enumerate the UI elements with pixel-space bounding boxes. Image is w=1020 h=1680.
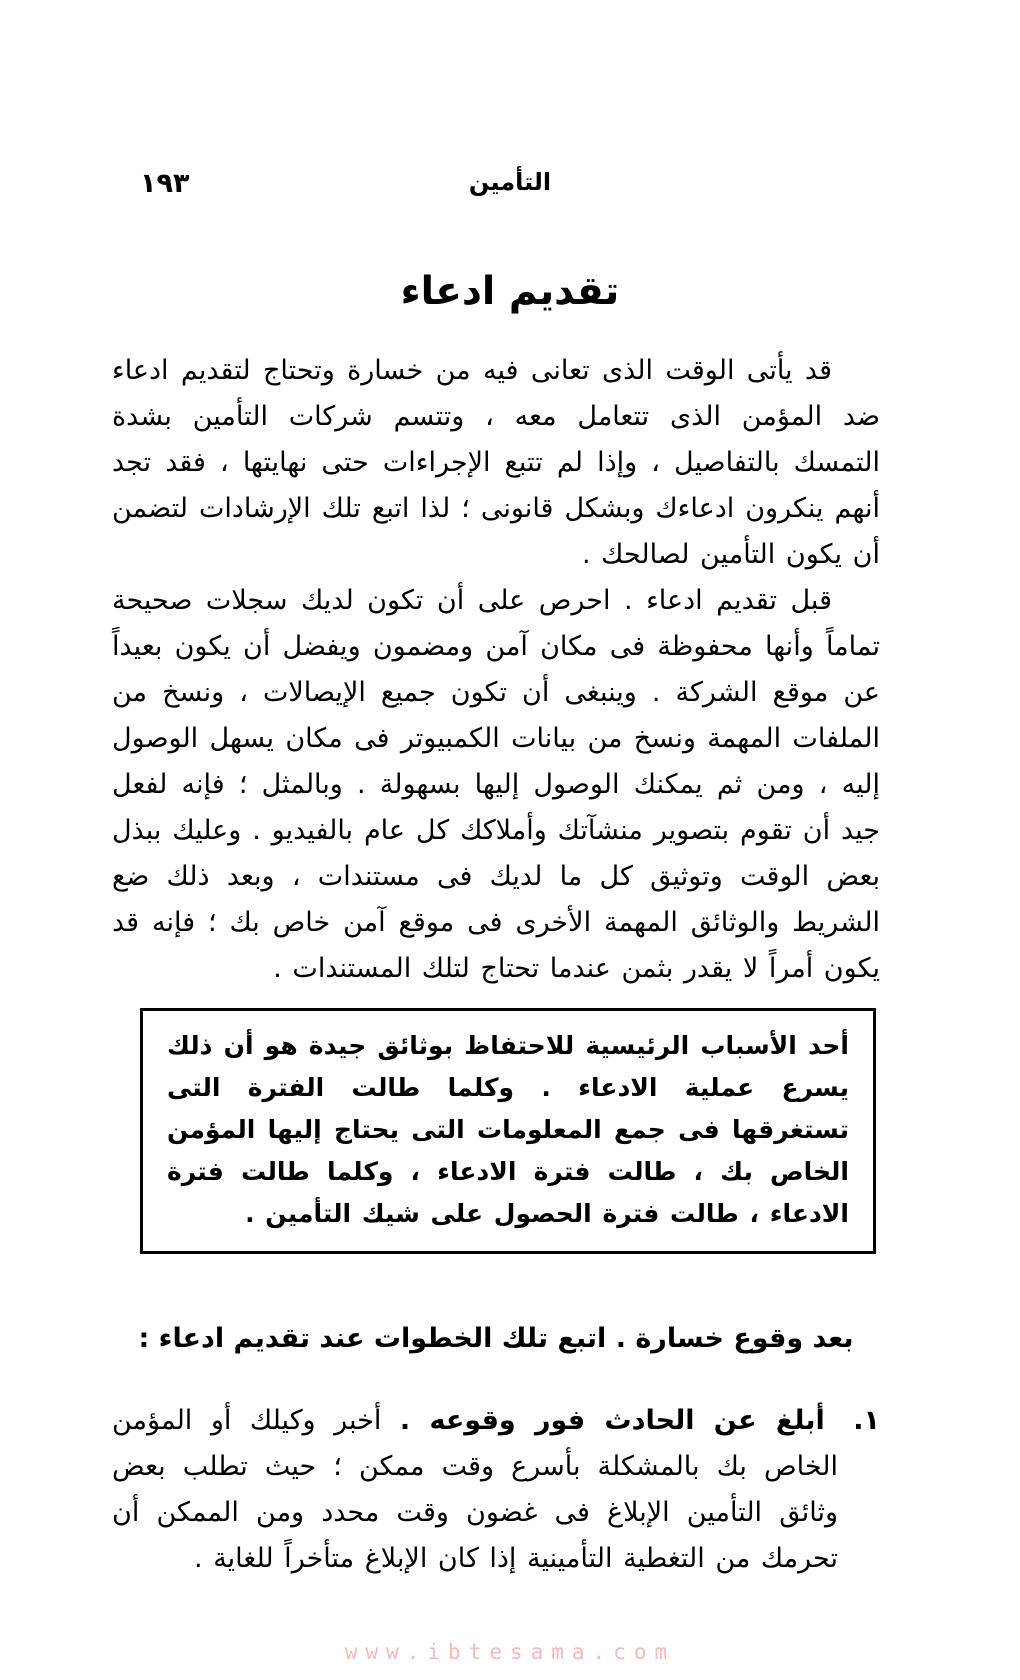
callout-text: أحد الأسباب الرئيسية للاحتفاظ بوثائق جيدة هو أن ذلك يسرع عملية الادعاء . وكلما طالت الفترة التى تستغرقها فى جمع المعلومات التى يحتاج إليها المؤمن الخاص بك ، طالت فترة الادعاء ، وكلما طالت فترة الادعاء ، طالت فترة الحصول على شيك التأمين . bbox=[167, 1031, 849, 1228]
step-item-1 bbox=[112, 1398, 880, 1582]
step-text: أخبر وكيلك أو المؤمن الخاص بك بالمشكلة بأسرع وقت ممكن ؛ حيث تطلب بعض وثائق التأمين الإبلاغ فى غضون وقت محدد ومن الممكن أن تحرمك من التغطية التأمينية إذا كان الإبلاغ متأخراً للغاية . bbox=[112, 1405, 838, 1574]
steps-intro: بعد وقوع خسارة . اتبع تلك الخطوات عند تقديم ادعاء : bbox=[138, 1323, 854, 1354]
paragraph-1: قد يأتى الوقت الذى تعانى فيه من خسارة وتحتاج لتقديم ادعاء ضد المؤمن الذى تتعامل معه ، وتتسم شركات التأمين بشدة التمسك بالتفاصيل ، وإذا لم تتبع الإجراءات حتى نهايتها ، فقد تجد أنهم ينكرون ادعاءك وبشكل قانونى ؛ لذا اتبع تلك الإرشادات لتضمن أن يكون التأمين لصالحك . bbox=[112, 355, 880, 570]
page-header bbox=[0, 168, 1020, 202]
page-body bbox=[0, 348, 1020, 1582]
paragraph-2: قبل تقديم ادعاء . احرص على أن تكون لديك سجلات صحيحة تماماً وأنها محفوظة فى مكان آمن ومضمون ويفضل أن يكون بعيداً عن موقع الشركة . وينبغى أن تكون جميع الإيصالات ، ونسخ من الملفات المهمة ونسخ من بيانات الكمبيوتر فى مكان يسهل الوصول إليه ، ومن ثم يمكنك الوصول إليها بسهولة . وبالمثل ؛ فإنه لفعل جيد أن تقوم بتصوير منشآتك وأملاكك كل عام بالفيديو . وعليك ببذل بعض الوقت وتوثيق كل ما لديك فى مستندات ، وبعد ذلك ضع الشريط والوثائق المهمة الأخرى فى موقع آمن خاص بك ؛ فإنه قد يكون أمراً لا يقدر بثمن عندما تحتاج لتلك المستندات . bbox=[112, 585, 880, 984]
page-number: ١٩٣ bbox=[140, 168, 190, 199]
section-title: تقديم ادعاء bbox=[400, 269, 620, 314]
callout-box bbox=[140, 1008, 876, 1254]
step-lead: أبلغ عن الحادث فور وقوعه . bbox=[399, 1405, 825, 1436]
step-number: ١. bbox=[853, 1405, 880, 1436]
watermark: www.ibtesama.com bbox=[344, 1640, 676, 1664]
running-title: التأمين bbox=[468, 168, 552, 196]
